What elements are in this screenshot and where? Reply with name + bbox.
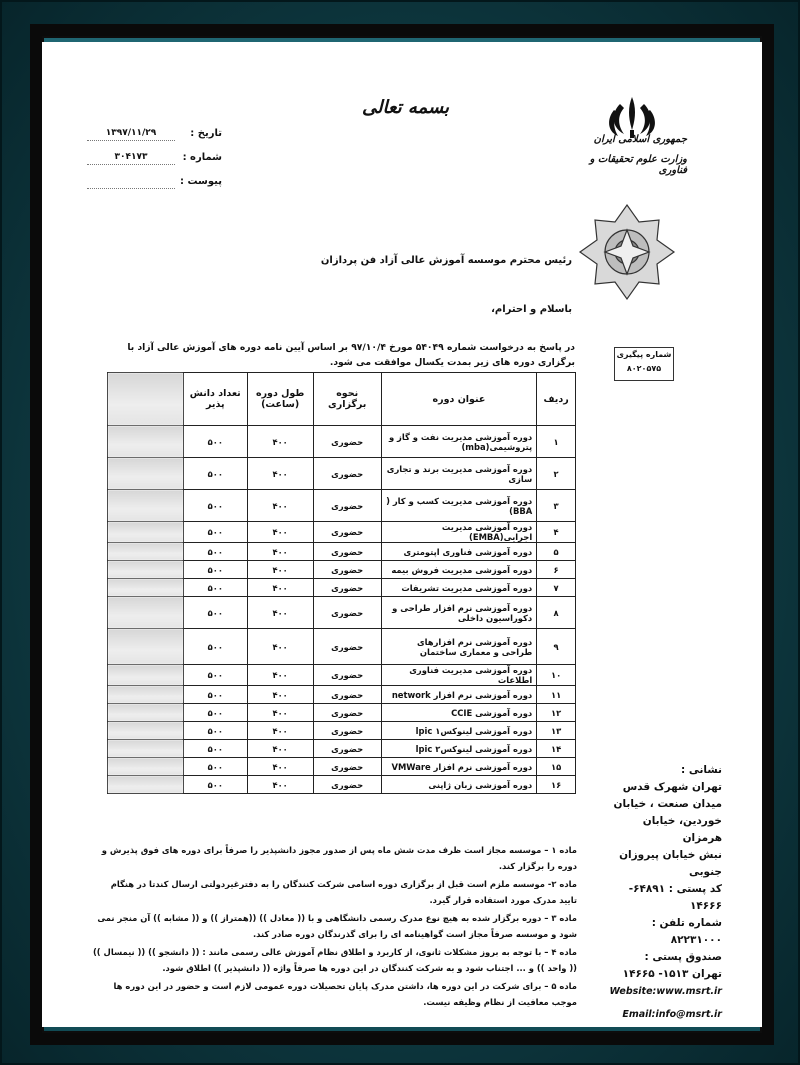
ornament-icon xyxy=(577,202,677,302)
cell-row-number: ۱۵ xyxy=(537,758,576,776)
address-line: میدان صنعت ، خیابان xyxy=(613,798,722,810)
cell-row-number: ۲ xyxy=(537,458,576,490)
cell-course-title: دوره آموزشی لینوکس۲ lpic xyxy=(381,740,537,758)
number-value: ۳۰۴۱۷۳ xyxy=(87,152,175,165)
cell-row-number: ۳ xyxy=(537,490,576,522)
letter-page xyxy=(42,42,762,1027)
attachment-value xyxy=(87,176,175,189)
cell-redacted xyxy=(108,458,184,490)
cell-capacity: ۵۰۰ xyxy=(183,722,247,740)
cell-capacity: ۵۰۰ xyxy=(183,629,247,665)
postal-code: کد پستی : ۶۴۸۹۱- ۱۴۶۶۶ xyxy=(628,883,722,912)
cell-redacted xyxy=(108,543,184,561)
cell-course-title: دوره آموزشی مدیریت تشریفات xyxy=(381,579,537,597)
phone-number: شماره تلفن : ۸۲۲۳۱۰۰۰ xyxy=(651,917,722,946)
po-box-label: صندوق پستی : xyxy=(644,951,722,963)
table-row xyxy=(108,629,576,665)
number-field xyxy=(87,152,222,163)
cell-duration: ۴۰۰ xyxy=(247,579,313,597)
table-row xyxy=(108,704,576,722)
cell-duration: ۴۰۰ xyxy=(247,522,313,543)
cell-row-number: ۱۴ xyxy=(537,740,576,758)
cell-duration: ۴۰۰ xyxy=(247,426,313,458)
note-item: ماده ۵ – برای شرکت در این دوره ها، داشتن مدرک پایان تحصیلات دوره عمومی لازم است و حضور در این دوره ها موجب معافیت از نظام وظیفه نیست. xyxy=(113,981,577,1007)
cell-redacted xyxy=(108,776,184,794)
table-row xyxy=(108,579,576,597)
emblem-line-2: وزارت علوم تحقیقات و فناوری xyxy=(589,154,687,176)
cell-duration: ۴۰۰ xyxy=(247,597,313,629)
cell-mode: حضوری xyxy=(313,522,381,543)
cell-duration: ۴۰۰ xyxy=(247,776,313,794)
cell-course-title: دوره آموزشی نرم افزار VMWare xyxy=(381,758,537,776)
attachment-field xyxy=(87,176,222,187)
greeting-line: باسلام و احترام، xyxy=(491,304,572,315)
table-row xyxy=(108,522,576,543)
cell-capacity: ۵۰۰ xyxy=(183,597,247,629)
cell-row-number: ۶ xyxy=(537,561,576,579)
address-line: تهران شهرک قدس xyxy=(622,781,722,793)
table-row xyxy=(108,722,576,740)
cell-row-number: ۱۰ xyxy=(537,665,576,686)
cell-course-title: دوره آموزشی مدیریت نفت و گاز و پتروشیمی(mba) xyxy=(381,426,537,458)
cell-redacted xyxy=(108,722,184,740)
cell-mode: حضوری xyxy=(313,758,381,776)
table-body xyxy=(108,426,576,794)
cell-row-number: ۸ xyxy=(537,597,576,629)
cell-duration: ۴۰۰ xyxy=(247,740,313,758)
cell-course-title: دوره آموزشی CCIE xyxy=(381,704,537,722)
cell-course-title: دوره آموزشی فناوری اپتومتری xyxy=(381,543,537,561)
cell-capacity: ۵۰۰ xyxy=(183,458,247,490)
cell-mode: حضوری xyxy=(313,629,381,665)
address-line: نبش خیابان پیروزان جنوبی xyxy=(619,849,722,878)
note-item: ماده ۱ – موسسه مجاز است ظرف مدت شش ماه پس از صدور مجوز دانشپذیر را صرفاً برای دوره های فوق پذیرش و دوره را برگزار کند. xyxy=(101,845,577,871)
cell-row-number: ۵ xyxy=(537,543,576,561)
cell-capacity: ۵۰۰ xyxy=(183,426,247,458)
cell-capacity: ۵۰۰ xyxy=(183,740,247,758)
cell-mode: حضوری xyxy=(313,458,381,490)
table-row xyxy=(108,490,576,522)
cell-course-title: دوره آموزشی نرم افزارهای طراحی و معماری ساختمان xyxy=(381,629,537,665)
cell-mode: حضوری xyxy=(313,561,381,579)
recipient-line: رئیس محترم موسسه آموزش عالی آزاد فن پردازان xyxy=(320,255,572,266)
cell-duration: ۴۰۰ xyxy=(247,561,313,579)
table-row xyxy=(108,426,576,458)
cell-course-title: دوره آموزشی مدیریت فناوری اطلاعات xyxy=(381,665,537,686)
notes-section xyxy=(92,842,577,1012)
cell-row-number: ۴ xyxy=(537,522,576,543)
tracking-label: شماره پیگیری xyxy=(616,350,672,359)
address-line: خوردین، خیابان هرمزان xyxy=(642,815,722,844)
cell-redacted xyxy=(108,686,184,704)
website-link[interactable]: Website:www.msrt.ir xyxy=(609,986,722,997)
cell-course-title: دوره آموزشی نرم افزار network xyxy=(381,686,537,704)
table-row xyxy=(108,665,576,686)
cell-capacity: ۵۰۰ xyxy=(183,776,247,794)
cell-redacted xyxy=(108,561,184,579)
cell-capacity: ۵۰۰ xyxy=(183,579,247,597)
courses-table xyxy=(107,372,576,794)
cell-redacted xyxy=(108,758,184,776)
emblem-line-1: جمهوری اسلامی ایران xyxy=(593,134,687,145)
header-capacity: تعداد دانش پذیر xyxy=(183,373,247,426)
cell-redacted xyxy=(108,704,184,722)
table-row xyxy=(108,561,576,579)
cell-mode: حضوری xyxy=(313,597,381,629)
cell-redacted xyxy=(108,579,184,597)
table-row xyxy=(108,686,576,704)
cell-mode: حضوری xyxy=(313,722,381,740)
cell-duration: ۴۰۰ xyxy=(247,665,313,686)
email-link[interactable]: Email:info@msrt.ir xyxy=(622,1009,722,1020)
cell-redacted xyxy=(108,490,184,522)
table-row xyxy=(108,597,576,629)
address-block xyxy=(602,762,722,1023)
cell-capacity: ۵۰۰ xyxy=(183,665,247,686)
cell-course-title: دوره آموزشی مدیریت اجرایی(EMBA) xyxy=(381,522,537,543)
cell-capacity: ۵۰۰ xyxy=(183,704,247,722)
attachment-label: پیوست : xyxy=(179,176,222,187)
cell-redacted xyxy=(108,629,184,665)
table-row xyxy=(108,543,576,561)
basmala-heading: بسمه تعالی xyxy=(362,97,450,118)
cell-row-number: ۱ xyxy=(537,426,576,458)
cell-course-title: دوره آموزشی مدیریت کسب و کار ( BBA) xyxy=(381,490,537,522)
cell-duration: ۴۰۰ xyxy=(247,543,313,561)
cell-duration: ۴۰۰ xyxy=(247,722,313,740)
cell-mode: حضوری xyxy=(313,776,381,794)
cell-mode: حضوری xyxy=(313,426,381,458)
cell-mode: حضوری xyxy=(313,579,381,597)
header-row-no: ردیف xyxy=(537,373,576,426)
cell-capacity: ۵۰۰ xyxy=(183,543,247,561)
table-row xyxy=(108,776,576,794)
tracking-box xyxy=(614,347,674,381)
intro-paragraph: در پاسخ به درخواست شماره ۵۴۰۴۹ مورخ ۹۷/۱۰/۴ بر اساس آیین نامه دوره های آموزش عالی آزاد با برگزاری دوره های زیر بمدت یکسال موافقت می شود. xyxy=(127,342,575,368)
cell-mode: حضوری xyxy=(313,686,381,704)
cell-capacity: ۵۰۰ xyxy=(183,522,247,543)
cell-course-title: دوره آموزشی مدیریت فروش بیمه xyxy=(381,561,537,579)
cell-capacity: ۵۰۰ xyxy=(183,686,247,704)
note-item: ماده ۲- موسسه ملزم است قبل از برگزاری دوره اسامی شرکت کنندگان را به دفترغیردولتی ارسال کندتا در هنگام تایید مدرک مورد استفاده قرار گیرد. xyxy=(110,879,577,905)
cell-duration: ۴۰۰ xyxy=(247,458,313,490)
note-item: ماده ۴ – با توجه به بروز مشکلات ثانوی، از کاربرد و اطلاق نظام آموزش عالی رسمی مانند : (( دانشجو )) (( نیمسال )) (( واحد )) و ... اجتناب شود و به شرکت کنندگان در این دوره ها صرفاً واژه (( دانشپذیر )) اطلاق شود. xyxy=(92,947,577,973)
header-title: عنوان دوره xyxy=(381,373,537,426)
cell-row-number: ۱۶ xyxy=(537,776,576,794)
cell-duration: ۴۰۰ xyxy=(247,629,313,665)
number-label: شماره : xyxy=(182,152,222,163)
cell-course-title: دوره آموزشی لینوکس۱ lpic xyxy=(381,722,537,740)
cell-row-number: ۷ xyxy=(537,579,576,597)
cell-row-number: ۱۳ xyxy=(537,722,576,740)
cell-mode: حضوری xyxy=(313,740,381,758)
cell-redacted xyxy=(108,522,184,543)
date-label: تاریخ : xyxy=(190,128,222,139)
address-title: نشانی : xyxy=(681,764,722,776)
cell-mode: حضوری xyxy=(313,665,381,686)
cell-capacity: ۵۰۰ xyxy=(183,490,247,522)
tracking-number: ۸۰۲۰۵۷۵ xyxy=(626,364,662,373)
table-row xyxy=(108,758,576,776)
cell-redacted xyxy=(108,597,184,629)
cell-mode: حضوری xyxy=(313,490,381,522)
table-row xyxy=(108,740,576,758)
cell-duration: ۴۰۰ xyxy=(247,758,313,776)
date-value: ۱۳۹۷/۱۱/۲۹ xyxy=(87,128,175,141)
po-box-value: تهران ۱۵۱۳- ۱۴۶۶۵ xyxy=(622,968,722,980)
cell-row-number: ۱۱ xyxy=(537,686,576,704)
cell-duration: ۴۰۰ xyxy=(247,686,313,704)
table-header-row xyxy=(108,373,576,426)
cell-course-title: دوره آموزشی زبان ژاپنی xyxy=(381,776,537,794)
cell-redacted xyxy=(108,740,184,758)
cell-row-number: ۱۲ xyxy=(537,704,576,722)
cell-capacity: ۵۰۰ xyxy=(183,561,247,579)
header-mode: نحوه برگزاری xyxy=(313,373,381,426)
date-field xyxy=(87,128,222,139)
table-row xyxy=(108,458,576,490)
cell-mode: حضوری xyxy=(313,543,381,561)
header-duration: طول دوره (ساعت) xyxy=(247,373,313,426)
cell-course-title: دوره آموزشی نرم افزار طراحی و دکوراسیون داخلی xyxy=(381,597,537,629)
redacted-column-header xyxy=(108,373,184,426)
cell-redacted xyxy=(108,426,184,458)
cell-duration: ۴۰۰ xyxy=(247,490,313,522)
cell-duration: ۴۰۰ xyxy=(247,704,313,722)
cell-mode: حضوری xyxy=(313,704,381,722)
cell-redacted xyxy=(108,665,184,686)
cell-course-title: دوره آموزشی مدیریت برند و تجاری سازی xyxy=(381,458,537,490)
note-item: ماده ۳ – دوره برگزار شده به هیچ نوع مدرک رسمی دانشگاهی و با (( معادل )) ((همتراز )) و (( مشابه )) آن منجر نمی شود و موسسه صرفاً مجاز است گواهینامه ای را برای گذرندگان دوره صادر کند. xyxy=(97,913,577,939)
cell-capacity: ۵۰۰ xyxy=(183,758,247,776)
cell-row-number: ۹ xyxy=(537,629,576,665)
